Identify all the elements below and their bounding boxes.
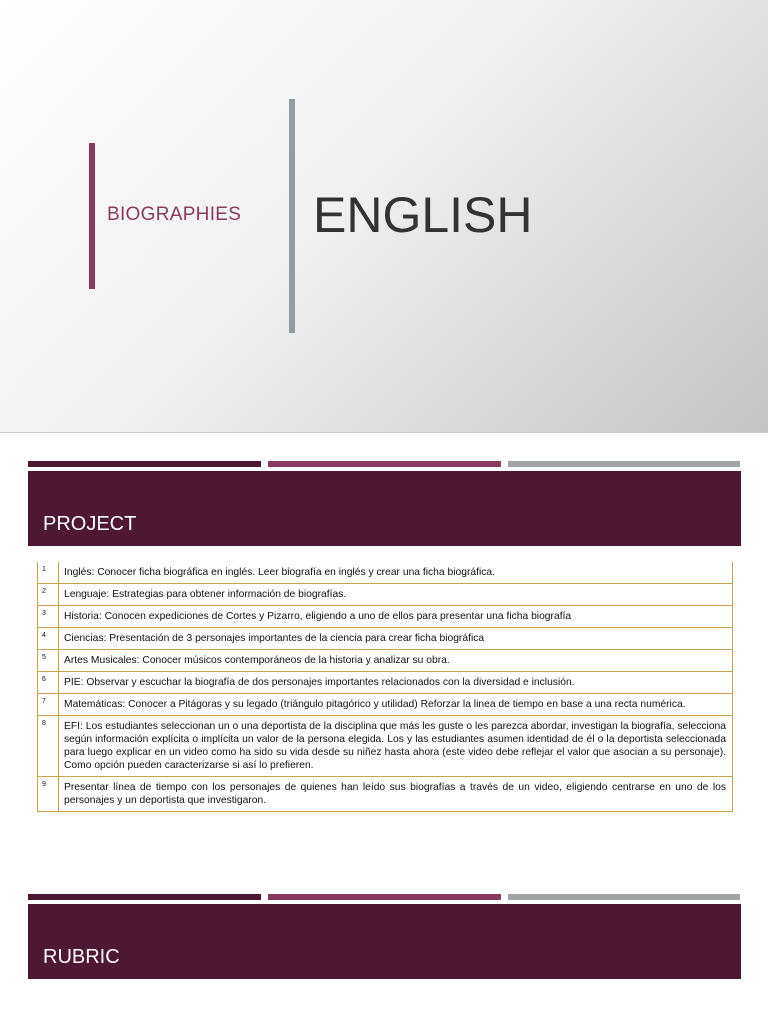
strip-maroon	[268, 461, 501, 467]
row-text: Matemáticas: Conocer a Pitágoras y su legado (triángulo pitagórico y utilidad) Reforzar la linea de tiempo en base a una recta numérica.	[59, 694, 733, 716]
table-row	[38, 562, 733, 584]
rubric-banner	[28, 904, 741, 979]
row-text: Presentar línea de tiempo con los personajes de quienes han leído sus biografías a través de un video, eligiendo centrarse en uno de los personajes y un deportista que investigaron.	[59, 777, 733, 812]
row-number: 7	[38, 694, 59, 716]
table-row	[38, 584, 733, 606]
slide-title: ENGLISH	[313, 187, 533, 243]
row-number: 6	[38, 672, 59, 694]
slide-subtitle: BIOGRAPHIES	[107, 204, 242, 225]
row-text: Historia: Conocen expediciones de Cortes y Pizarro, eligiendo a uno de ellos para presentar una ficha biografía	[59, 606, 733, 628]
project-banner	[28, 471, 741, 546]
row-number: 9	[38, 777, 59, 812]
table-row	[38, 650, 733, 672]
row-text: PIE: Observar y escuchar la biografía de dos personajes importantes relacionados con la diversidad e inclusión.	[59, 672, 733, 694]
accent-bar-maroon	[89, 143, 95, 289]
row-number: 5	[38, 650, 59, 672]
row-number: 2	[38, 584, 59, 606]
table-row	[38, 606, 733, 628]
table-row	[38, 628, 733, 650]
strip-maroon-2	[268, 894, 501, 900]
row-text: Lenguaje: Estrategias para obtener información de biografías.	[59, 584, 733, 606]
strip-grey	[508, 461, 740, 467]
row-number: 3	[38, 606, 59, 628]
row-text: Artes Musicales: Conocer músicos contemporáneos de la historia y analizar su obra.	[59, 650, 733, 672]
row-text: EFI: Los estudiantes seleccionan un o una deportista de la disciplina que más les guste o les parezca abordar, investigan la biografía, selecciona según información explícita o implícita un valor de la persona elegida. Los y las estudiantes asumen identidad de él o la deportista seleccionada para luego explicar en un video como ha sido su vida desde su niñez hasta ahora (este video debe reflejar el valor que asocian a su personaje). Como opción pueden caracterizarse si así lo prefieren.	[59, 716, 733, 777]
table-row	[38, 716, 733, 777]
row-text: Ciencias: Presentación de 3 personajes importantes de la ciencia para crear ficha biográfica	[59, 628, 733, 650]
project-table	[37, 562, 733, 812]
title-slide	[0, 0, 768, 433]
row-number: 4	[38, 628, 59, 650]
strip-grey-2	[508, 894, 740, 900]
project-title: PROJECT	[43, 513, 137, 535]
accent-bar-grey	[289, 99, 295, 333]
table-row	[38, 672, 733, 694]
rubric-title: RUBRIC	[43, 946, 120, 968]
table-row	[38, 694, 733, 716]
strip-dark-2	[28, 894, 261, 900]
row-number: 1	[38, 562, 59, 584]
row-number: 8	[38, 716, 59, 777]
table-row	[38, 777, 733, 812]
strip-dark	[28, 461, 261, 467]
row-text: Inglés: Conocer ficha biográfica en inglés. Leer biografía en inglés y crear una ficha biográfica.	[59, 562, 733, 584]
